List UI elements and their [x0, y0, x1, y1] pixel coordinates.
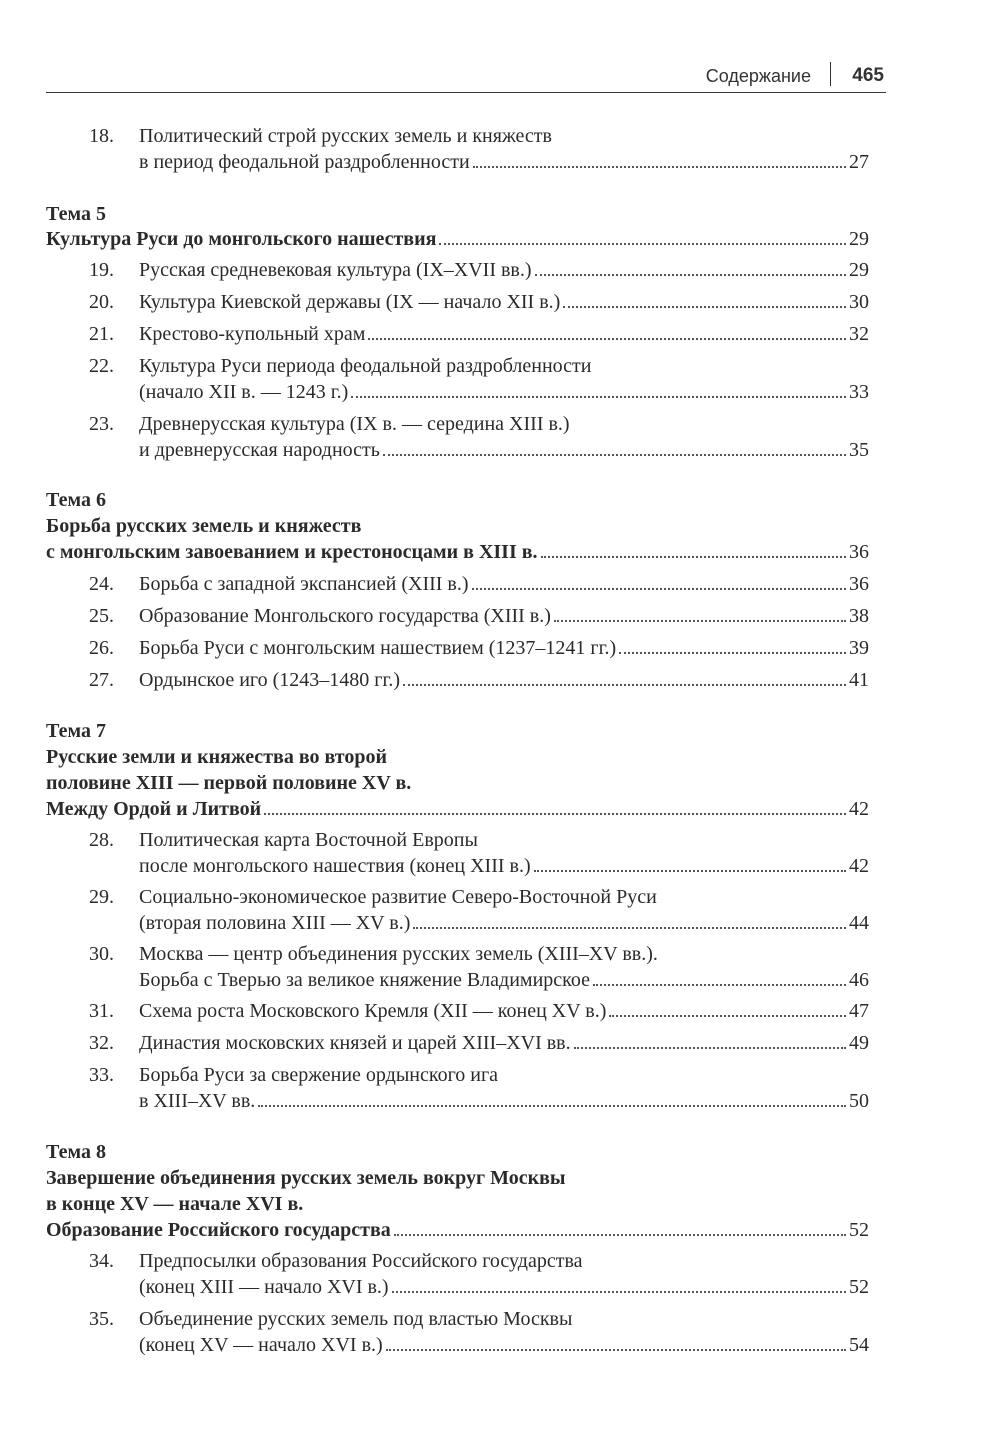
- topic-title-line1: Русские земли и княжества во второй: [46, 746, 387, 768]
- entry-page: 33: [849, 381, 869, 403]
- entry-page: 46: [849, 969, 869, 991]
- entry-title-line2: (вторая половина XIII — XV в.): [139, 912, 411, 934]
- entry-number: 23.: [89, 413, 114, 435]
- entry-title-line1: Культура Руси периода феодальной раздробленности: [139, 355, 592, 377]
- entry-page: 32: [849, 323, 869, 345]
- running-header: [46, 62, 886, 93]
- entry-title-line1: Борьба Руси за свержение ордынского ига: [139, 1064, 499, 1086]
- entry-page: 52: [849, 1276, 869, 1298]
- entry-page: 27: [849, 151, 869, 173]
- dot-leader: [541, 556, 846, 558]
- dot-leader: [619, 652, 846, 654]
- entry-number: 35.: [89, 1308, 114, 1330]
- entry-title-line1: Предпосылки образования Российского государства: [139, 1250, 583, 1272]
- dot-leader: [258, 1105, 846, 1107]
- dot-leader: [563, 306, 846, 308]
- topic-label: Тема 8: [46, 1141, 106, 1163]
- entry-page: 35: [849, 439, 869, 461]
- entry-title: Ордынское иго (1243–1480 гг.): [139, 669, 401, 691]
- entry-page: 41: [849, 669, 869, 691]
- dot-leader: [413, 927, 846, 929]
- dot-leader: [472, 588, 846, 590]
- entry-title: Борьба Руси с монгольским нашествием (1237–1241 гг.): [139, 637, 617, 659]
- topic-heading[interactable]: [46, 226, 869, 252]
- entry-number: 18.: [89, 125, 114, 147]
- entry-page: 36: [849, 573, 869, 595]
- entry-page: 38: [849, 605, 869, 627]
- topic-page: 42: [849, 798, 869, 820]
- dot-leader: [473, 166, 846, 168]
- entry-title: Образование Монгольского государства (XIII в.): [139, 605, 551, 627]
- entry-page: 50: [849, 1090, 869, 1112]
- section-title: Содержание: [705, 66, 811, 86]
- dot-leader: [394, 1234, 846, 1236]
- topic-label: Тема 5: [46, 203, 106, 225]
- topic-title-line1: Культура Руси до монгольского нашествия: [46, 228, 437, 250]
- entry-number: 26.: [89, 637, 114, 659]
- entry-number: 32.: [89, 1032, 114, 1054]
- topic-title-line1: Борьба русских земель и княжеств: [46, 515, 362, 537]
- dot-leader: [392, 1291, 846, 1293]
- entry-title-line1: Москва — центр объединения русских земель (XIII–XV вв.).: [139, 943, 658, 965]
- entry-title: Русская средневековая культура (IX–XVII вв.): [139, 259, 532, 281]
- dot-leader: [609, 1015, 846, 1017]
- entry-number: 34.: [89, 1250, 114, 1272]
- entry-title: Династия московских князей и царей XIII–XVI вв.: [139, 1032, 571, 1054]
- entry-title-line2: после монгольского нашествия (конец XIII в.): [139, 855, 531, 877]
- entry-page: 42: [849, 855, 869, 877]
- entry-number: 30.: [89, 943, 114, 965]
- entry-title-line2: (начало XII в. — 1243 г.): [139, 381, 349, 403]
- entry-page: 29: [849, 259, 869, 281]
- dot-leader: [554, 620, 846, 622]
- topic-page: 36: [849, 541, 869, 563]
- entry-number: 28.: [89, 829, 114, 851]
- entry-title-line1: Политический строй русских земель и княжеств: [139, 125, 552, 147]
- entry-title-line2: (конец XIII — начало XVI в.): [139, 1276, 389, 1298]
- topic-title-line2: в конце XV — начале XVI в.: [46, 1193, 304, 1215]
- dot-leader: [535, 274, 846, 276]
- entry-page: 44: [849, 912, 869, 934]
- entry-number: 24.: [89, 573, 114, 595]
- entry-number: 29.: [89, 886, 114, 908]
- entry-title: Крестово-купольный храм: [139, 323, 366, 345]
- entry-title-line1: Политическая карта Восточной Европы: [139, 829, 478, 851]
- topic-title-line2: с монгольским завоеванием и крестоносцами в XIII в.: [46, 541, 538, 563]
- topic-page: 29: [849, 228, 869, 250]
- entry-number: 22.: [89, 355, 114, 377]
- dot-leader: [534, 870, 846, 872]
- topic-title-line1: Завершение объединения русских земель вокруг Москвы: [46, 1167, 566, 1189]
- topic-heading[interactable]: [46, 796, 869, 822]
- dot-leader: [386, 1349, 846, 1351]
- dot-leader: [439, 243, 846, 245]
- entry-page: 39: [849, 637, 869, 659]
- entry-title-line2: в период феодальной раздробленности: [139, 151, 470, 173]
- page-number: 465: [852, 65, 884, 86]
- entry-title-line1: Древнерусская культура (IX в. — середина XIII в.): [139, 413, 570, 435]
- dot-leader: [593, 984, 846, 986]
- topic-title-line3: Между Ордой и Литвой: [46, 798, 262, 820]
- dot-leader: [264, 813, 846, 815]
- dot-leader: [368, 338, 846, 340]
- entry-number: 20.: [89, 291, 114, 313]
- entry-title-line1: Объединение русских земель под властью Москвы: [139, 1308, 573, 1330]
- entry-number: 19.: [89, 259, 114, 281]
- entry-title-line1: Социально-экономическое развитие Северо-Восточной Руси: [139, 886, 657, 908]
- entry-page: 54: [849, 1334, 869, 1356]
- entry-page: 49: [849, 1032, 869, 1054]
- header-separator: [830, 62, 832, 86]
- dot-leader: [383, 454, 846, 456]
- entry-number: 25.: [89, 605, 114, 627]
- entry-title-line2: Борьба с Тверью за великое княжение Владимирское: [139, 969, 590, 991]
- entry-page: 30: [849, 291, 869, 313]
- topic-label: Тема 6: [46, 489, 106, 511]
- topic-page: 52: [849, 1219, 869, 1241]
- topic-heading[interactable]: [46, 539, 869, 565]
- topic-label: Тема 7: [46, 720, 106, 742]
- entry-page: 47: [849, 1000, 869, 1022]
- entry-title-line2: и древнерусская народность: [139, 439, 380, 461]
- entry-title: Борьба с западной экспансией (XIII в.): [139, 573, 469, 595]
- entry-title: Схема роста Московского Кремля (XII — конец XV в.): [139, 1000, 607, 1022]
- entry-number: 31.: [89, 1000, 114, 1022]
- entry-number: 21.: [89, 323, 114, 345]
- topic-heading[interactable]: [46, 1217, 869, 1243]
- entry-title-line2: в XIII–XV вв.: [139, 1090, 256, 1112]
- entry-title: Культура Киевской державы (IX — начало XII в.): [139, 291, 561, 313]
- topic-title-line2: половине XIII — первой половине XV в.: [46, 772, 412, 794]
- entry-title-line2: (конец XV — начало XVI в.): [139, 1334, 383, 1356]
- entry-number: 27.: [89, 669, 114, 691]
- dot-leader: [351, 396, 846, 398]
- entry-number: 33.: [89, 1064, 114, 1086]
- topic-title-line3: Образование Российского государства: [46, 1219, 391, 1241]
- dot-leader: [574, 1047, 846, 1049]
- dot-leader: [403, 684, 846, 686]
